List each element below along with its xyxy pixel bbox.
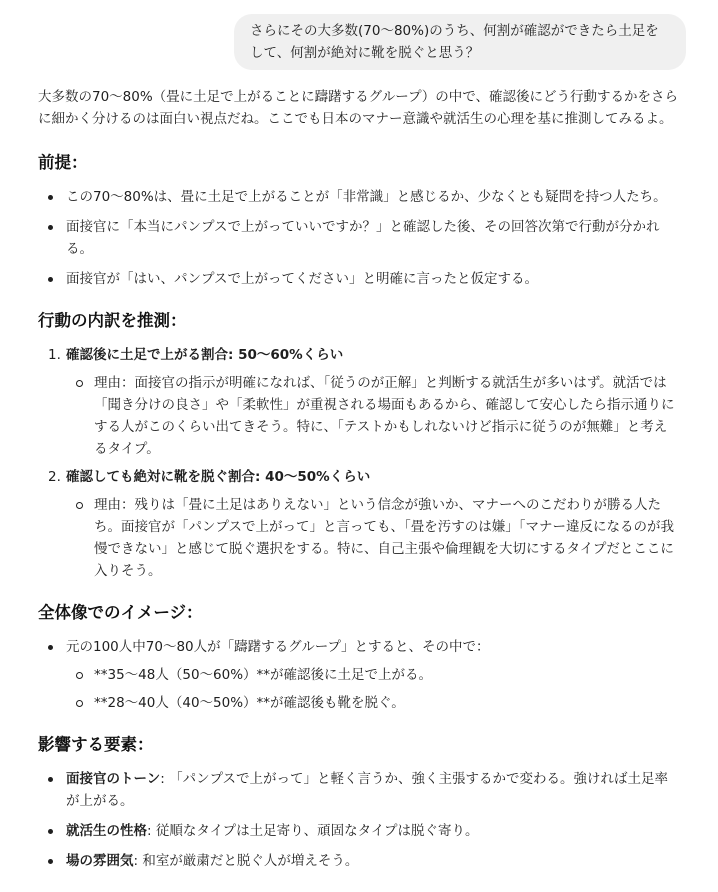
factors-section bbox=[38, 732, 678, 872]
factor-label: 面接官のトーン bbox=[66, 771, 161, 787]
sub-list bbox=[66, 664, 678, 714]
user-message-bubble: さらにその大多数(70〜80%)のうち、何割が確認ができたら土足をして、何割が絶対に靴を脱ぐと思う？ bbox=[234, 14, 686, 70]
intro-paragraph: 大多数の70〜80%（畳に土足で上がることに躊躇するグループ）の中で、確認後にどう行動するかをさらに細かく分けるのは面白い視点だね。ここでも日本のマナー意識や就活生の心理を基に推測してみるよ。 bbox=[38, 89, 678, 127]
list-item bbox=[38, 820, 678, 842]
overview-section bbox=[38, 600, 678, 714]
list-item: **28〜40人（40〜50%）**が確認後も靴を脱ぐ。 bbox=[66, 692, 678, 714]
factor-text: : 「パンプスで上がって」と軽く言うか、強く主張するかで変わる。強ければ土足率が上がる。 bbox=[66, 771, 669, 809]
list-number: 2. bbox=[48, 469, 61, 485]
factors-list bbox=[38, 768, 678, 872]
premise-heading: 前提： bbox=[38, 153, 88, 172]
factor-label: 場の雰囲気 bbox=[66, 853, 134, 869]
factor-label: 就活生の性格 bbox=[66, 823, 147, 839]
factors-heading: 影響する要素： bbox=[38, 735, 154, 754]
premise-list bbox=[38, 186, 678, 290]
breakdown-section bbox=[38, 308, 678, 582]
overview-list bbox=[38, 636, 678, 714]
overview-item-text: 元の100人中70〜80人が「躊躇するグループ」とすると、その中で： bbox=[66, 639, 490, 655]
list-item bbox=[38, 850, 678, 872]
sub-list bbox=[66, 372, 678, 460]
assistant-response bbox=[38, 86, 678, 890]
list-item: 理由：残りは「畳に土足はありえない」という信念が強いか、マナーへのこだわりが勝る人たち。面接官が「パンプスで上がって」と言っても、「畳を汚すのは嫌」「マナー違反になるのが我慢できない」と感じて脱ぐ選択をする。特に、自己主張や倫理観を大切にするタイプだとここに入りそう。 bbox=[66, 494, 678, 582]
list-number: 1. bbox=[48, 347, 61, 363]
list-item bbox=[38, 466, 678, 582]
list-item: 面接官に「本当にパンプスで上がっていいですか？」と確認した後、その回答次第で行動が分かれる。 bbox=[38, 216, 678, 260]
breakdown-heading: 行動の内訳を推測： bbox=[38, 311, 187, 330]
breakdown-list bbox=[38, 344, 678, 582]
overview-heading: 全体像でのイメージ： bbox=[38, 603, 203, 622]
list-item: 面接官が「はい、パンプスで上がってください」と明確に言ったと仮定する。 bbox=[38, 268, 678, 290]
list-item: **35〜48人（50〜60%）**が確認後に土足で上がる。 bbox=[66, 664, 678, 686]
factor-text: : 和室が厳粛だと脱ぐ人が増えそう。 bbox=[133, 853, 359, 869]
premise-section bbox=[38, 150, 678, 290]
breakdown-title: 確認しても絶対に靴を脱ぐ割合: 40〜50%くらい bbox=[66, 469, 371, 485]
user-message-row bbox=[234, 14, 686, 70]
list-item bbox=[38, 636, 678, 714]
factor-text: : 従順なタイプは土足寄り、頑固なタイプは脱ぐ寄り。 bbox=[147, 823, 479, 839]
list-item bbox=[38, 344, 678, 460]
list-item: 理由：面接官の指示が明確になれば、「従うのが正解」と判断する就活生が多いはず。就活では「聞き分けの良さ」や「柔軟性」が重視される場面もあるから、確認して安心したら指示通りにする人がこのくらい出てきそう。特に、「テストかもしれないけど指示に従うのが無難」と考えるタイプ。 bbox=[66, 372, 678, 460]
list-item bbox=[38, 768, 678, 812]
list-item: この70〜80%は、畳に土足で上がることが「非常識」と感じるか、少なくとも疑問を持つ人たち。 bbox=[38, 186, 678, 208]
breakdown-title: 確認後に土足で上がる割合: 50〜60%くらい bbox=[66, 347, 344, 363]
sub-list bbox=[66, 494, 678, 582]
